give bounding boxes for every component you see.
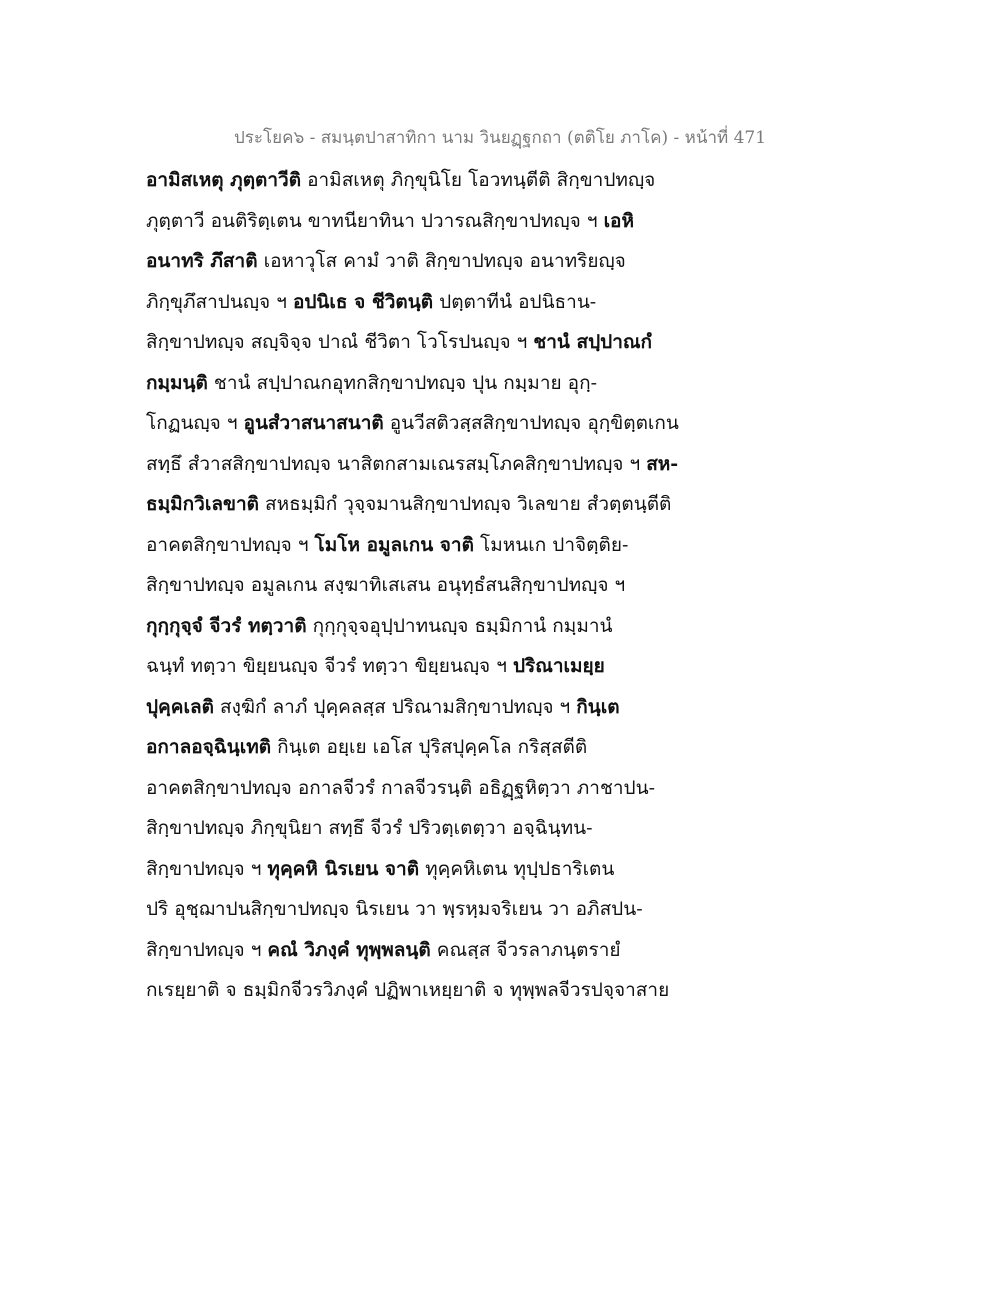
text-line xyxy=(146,403,726,444)
text-segment: อาคตสิกฺขาปทญฺจ ฯ xyxy=(146,533,315,556)
bold-term: เอหิ xyxy=(603,209,634,232)
text-line xyxy=(146,201,726,242)
text-segment: สิกฺขาปทญฺจ ฯ xyxy=(146,857,268,880)
text-line xyxy=(146,687,726,728)
text-segment: กุกฺกุจฺจอุปฺปาทนญฺจ ธมฺมิกานํ กมฺมานํ xyxy=(306,614,613,637)
text-line xyxy=(146,322,726,363)
text-segment: ทุคฺคหิเตน ทุปฺปธาริเตน xyxy=(419,857,615,880)
bold-term: ชานํ สปฺปาณกํ xyxy=(533,331,653,353)
bold-term: สห- xyxy=(646,452,679,475)
text-line xyxy=(146,160,726,201)
bold-term: ปริณาเมยฺย xyxy=(512,655,605,677)
text-line xyxy=(146,646,726,687)
bold-term: อนาทริ ภึสาติ xyxy=(146,250,258,272)
bold-term: ธมฺมิกวิเลขาติ xyxy=(146,493,259,515)
text-segment: คณสฺส จีวรลาภนฺตรายํ xyxy=(430,938,621,961)
text-segment: ปตฺตาทีนํ อปนิธาน- xyxy=(433,290,597,313)
text-line xyxy=(146,606,726,647)
text-line xyxy=(146,970,726,1011)
bold-term: อปนิเธ จ ชีวิตนฺติ xyxy=(292,290,434,313)
text-segment: สิกฺขาปทญฺจ ฯ xyxy=(146,938,268,961)
bold-term: กมฺมนฺติ xyxy=(146,371,208,394)
text-segment: ภิกฺขุภึสาปนญฺจ ฯ xyxy=(146,290,293,313)
text-line xyxy=(146,565,726,606)
text-line xyxy=(146,727,726,768)
text-segment: สหธมฺมิกํ วุจฺจมานสิกฺขาปทญฺจ วิเลขาย สํวตฺตนฺตีติ xyxy=(258,493,672,515)
text-line xyxy=(146,444,726,485)
bold-term: กุกฺกุจฺจํ จีวรํ ทตฺวาติ xyxy=(146,614,307,637)
bold-term: คณํ วิภงฺคํ ทุพฺพลนฺติ xyxy=(267,938,431,961)
text-segment: อามิสเหตุ ภิกฺขุนิโย โอวทนฺตีติ สิกฺขาปทญฺจ xyxy=(301,169,656,191)
page-header: ประโยค๖ - สมนฺตปาสาทิกา นาม วินยฏฺฐกถา (ตติโย ภาโค) - หน้าที่ 471 xyxy=(233,128,767,148)
text-segment: ฉนฺทํ ทตฺวา ขิยฺยนญฺจ จีวรํ ทตฺวา ขิยฺยนญฺจ ฯ xyxy=(146,655,513,677)
text-line xyxy=(146,768,726,809)
text-segment: โกฏนญฺจ ฯ xyxy=(146,412,244,434)
text-segment: โมหนเก ปาจิตฺติย- xyxy=(473,533,629,556)
bold-term: ทุคฺคหิ นิรเยน จาติ xyxy=(267,857,420,880)
text-segment: สงฺฆิกํ ลาภํ ปุคฺคลสฺส ปริณามสิกฺขาปทญฺจ ฯ xyxy=(213,695,577,718)
text-line xyxy=(146,363,726,404)
text-segment: สทฺธึ สํวาสสิกฺขาปทญฺจ นาสิตกสามเณรสมฺโภคสิกฺขาปทญฺจ ฯ xyxy=(146,452,647,475)
text-segment: ภุตฺตาวี อนติริตฺเตน ขาทนียาทินา ปวารณสิกฺขาปทญฺจ ฯ xyxy=(146,209,604,232)
text-segment: กเรยฺยาติ จ ธมฺมิกจีวรวิภงฺคํ ปฏิพาเหยฺยาติ จ ทุพฺพลจีวรปจฺจาสาย xyxy=(146,979,670,1001)
bold-term: ปุคฺคเลติ xyxy=(146,695,214,718)
text-line xyxy=(146,889,726,930)
text-segment: สิกฺขาปทญฺจ สญฺจิจฺจ ปาณํ ชีวิตา โวโรปนญฺจ ฯ xyxy=(146,331,534,353)
text-segment: ปริ อุชฺฌาปนสิกฺขาปทญฺจ นิรเยน วา พฺรหฺมจริเยน วา อภิสปน- xyxy=(146,898,643,920)
text-line xyxy=(146,808,726,849)
text-line xyxy=(146,282,726,323)
bold-term: อามิสเหตุ ภุตฺตาวีติ xyxy=(146,169,302,191)
text-line xyxy=(146,930,726,971)
text-segment: อูนวีสติวสฺสสิกฺขาปทญฺจ อุกฺขิตฺตเกน xyxy=(383,412,679,434)
bold-term: อูนสํวาสนาสนาติ xyxy=(243,412,384,434)
bold-term: โมโห อมูลเกน จาติ xyxy=(314,533,474,556)
text-line xyxy=(146,525,726,566)
text-segment: สิกฺขาปทญฺจ อมูลเกน สงฺฆาทิเสเสน อนุทฺธํสนสิกฺขาปทญฺจ ฯ xyxy=(146,574,626,596)
text-segment: อาคตสิกฺขาปทญฺจ อกาลจีวรํ กาลจีวรนฺติ อธิฏฺฐหิตฺวา ภาชาปน- xyxy=(146,776,656,799)
text-segment: เอหาวุโส คามํ วาติ สิกฺขาปทญฺจ อนาทริยญฺจ xyxy=(257,250,626,272)
text-line xyxy=(146,241,726,282)
text-segment: กินฺเต อยฺเย เอโส ปุริสปุคฺคโล กริสฺสตีติ xyxy=(271,736,588,758)
text-line xyxy=(146,849,726,890)
text-line xyxy=(146,484,726,525)
text-segment: สิกฺขาปทญฺจ ภิกฺขุนิยา สทฺธึ จีวรํ ปริวตฺเตตฺวา อจฺฉินฺทน- xyxy=(146,817,593,839)
bold-term: กินฺเต xyxy=(576,695,620,718)
text-segment: ชานํ สปฺปาณกอุทกสิกฺขาปทญฺจ ปุน กมฺมาย อุกฺ- xyxy=(207,371,598,394)
body-text xyxy=(146,160,726,1011)
bold-term: อกาลอจฺฉินฺเทติ xyxy=(146,736,272,758)
